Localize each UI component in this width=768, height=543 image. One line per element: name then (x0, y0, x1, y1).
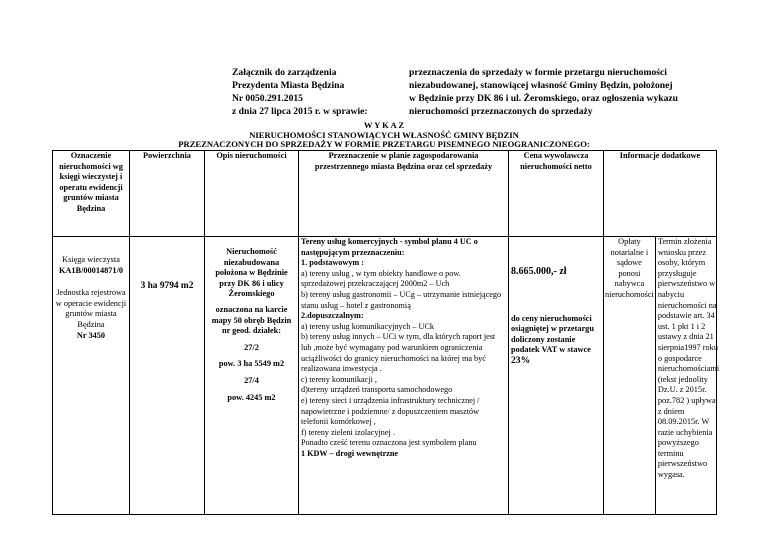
przeznaczenie-2b: b) tereny usług innych – UCi w tym, dla których raport jest lub ,może być wymagany pod warunkiem ograniczenia uciążliwości do granicy nieruchomości na której ma być realizowana inwestycja . (301, 332, 496, 374)
termin-text: Termin złożenia wniosku przez osoby, którym przysługuje pierwszeństwo w nabyciu nieruchomości na podstawie art. 34 ust. 1 pkt 1 i 2 ustawy z dnia 21 sierpnia1997 roku o gospodarce nieruchomościami (tekst jednolity Dz.U. z 2015r. poz.782 ) upływa z dniem 08.09.2015r. W razie uchybienia powyższego terminu pierwszeństwo wygasa. (657, 237, 720, 480)
header-left-line: Prezydenta Miasta Będzina (232, 80, 345, 91)
przeznaczenie-b: b) tereny usług gastronomii – UCg – utrzymanie istniejącego stanu usług – hotel z gastronomią (301, 289, 502, 310)
jednostka-number: Nr 3450 (76, 330, 106, 340)
cena-value: 8.665.000,- zł (511, 266, 567, 277)
przeznaczenie-2f: f) tereny zieleni izolacyjnej . (301, 427, 395, 437)
cell-opis (205, 237, 299, 515)
header-right-line: w Będzinie przy DK 86 i ul. Żeromskiego, oraz ogłoszenia wykazu (409, 93, 678, 104)
document-subtitle-2: PRZEZNACZONYCH DO SPRZEDAŻY W FORMIE PRZETARGU PISEMNEGO NIEOGRANICZONEGO: (178, 139, 590, 149)
dzialka-1: 27/2 (244, 342, 259, 352)
header-right-line: niezabudowanej, stanowiącej własność Gminy Będzin, położonej (409, 80, 673, 91)
powierzchnia-value: 3 ha 9794 m2 (140, 281, 194, 291)
cell-powierzchnia (130, 237, 205, 515)
col-header-informacje: Informacje dodatkowe (604, 151, 717, 237)
jednostka-text: Jednostka rejestrowa w operacie ewidencji gruntów miasta Będzina (55, 288, 127, 329)
document-subtitle: NIERUCHOMOŚCI STANOWIĄCYCH WŁASNOŚĆ GMINY BĘDZIN (249, 130, 519, 140)
cell-przeznaczenie (299, 237, 509, 515)
table-header-row (53, 151, 717, 237)
header-right-line: przeznaczenia do sprzedaży w formie przetargu nieruchomości (409, 67, 667, 78)
oplaty-text: Opłaty notarialne i sądowe ponosi nabywca nieruchomości (604, 237, 656, 514)
cena-vat: 23% (511, 354, 531, 366)
header-left (232, 66, 368, 118)
dzialka-1-area: pow. 3 ha 5549 m2 (218, 359, 285, 369)
przeznaczenie-2a: a) tereny usług komunikacyjnych – UCk (301, 321, 435, 331)
cell-oznaczenie (53, 237, 130, 515)
header-left-line: Nr 0050.291.2015 (232, 93, 303, 104)
header-left-line: z dnia 27 lipca 2015 r. w sprawie: (232, 106, 368, 117)
przeznaczenie-p1: 1. podstawowym : (301, 258, 365, 268)
przeznaczenie-2e: e) tereny sieci i urządzenia infrastruktury technicznej / napowietrzne i podziemne/ z dopuszczeniem masztów telefonii komórkowej , (301, 395, 480, 427)
cena-note: do ceny nieruchomości osiągniętej w przetargu doliczony zostanie podatek VAT w stawce (511, 313, 594, 355)
przeznaczenie-end: Ponadto cześć terenu oznaczona jest symbolem planu (301, 438, 477, 448)
col-header-oznaczenie: Oznaczenie nieruchomości wg księgi wieczystej i operatu ewidencji gruntów miasta Będzina (53, 151, 130, 237)
header-left-line: Załącznik do zarządzenia (232, 67, 337, 78)
col-header-opis: Opis nieruchomości (205, 151, 299, 237)
przeznaczenie-2c: c) tereny komunikacji , (301, 374, 377, 384)
document-title: W Y K A Z (363, 120, 405, 130)
przeznaczenie-kdw: 1 KDW – drogi wewnętrzne (301, 448, 399, 458)
dzialka-2-area: pow. 4245 m2 (227, 392, 276, 402)
cell-cena (509, 237, 604, 515)
przeznaczenie-2d: d)tereny urządzeń transportu samochodowego (301, 385, 453, 395)
header-right-line: nieruchomości przeznaczonych do sprzedaży (409, 106, 593, 117)
przeznaczenie-p2: 2.dopuszczalnym: (301, 311, 364, 321)
ksiega-label: Księga wieczysta (62, 255, 120, 264)
cell-informacje (604, 237, 720, 515)
dzialka-2: 27/4 (244, 375, 259, 385)
col-header-cena: Cena wywoławcza nieruchomości netto (509, 151, 604, 237)
col-header-powierzchnia: Powierzchnia (130, 151, 205, 237)
header-right (409, 66, 709, 118)
opis-text: Nieruchomość niezabudowana położona w Będzinie przy DK 86 i ulicy Żeromskiego (215, 247, 288, 299)
przeznaczenie-a: a) tereny usług , w tym obiekty handlowe o pow. sprzedażowej przekraczającej 2000m2 – Uch (301, 268, 461, 289)
col-header-przeznaczenie: Przeznaczenie w planie zagospodarowania przestrzennego miasta Będzina oraz cel sprzedaży (299, 151, 509, 237)
przeznaczenie-title: Tereny usług komercyjnych - symbol planu 4 UC o następującym przeznaczeniu: (301, 237, 478, 257)
table-row (53, 237, 717, 515)
ksiega-number: KA1B/00014871/0 (58, 265, 124, 275)
opis-mapa: oznaczona na karcie mapy 50 obręb Będzin nr geod. działek: (211, 304, 292, 336)
property-table (52, 150, 720, 515)
